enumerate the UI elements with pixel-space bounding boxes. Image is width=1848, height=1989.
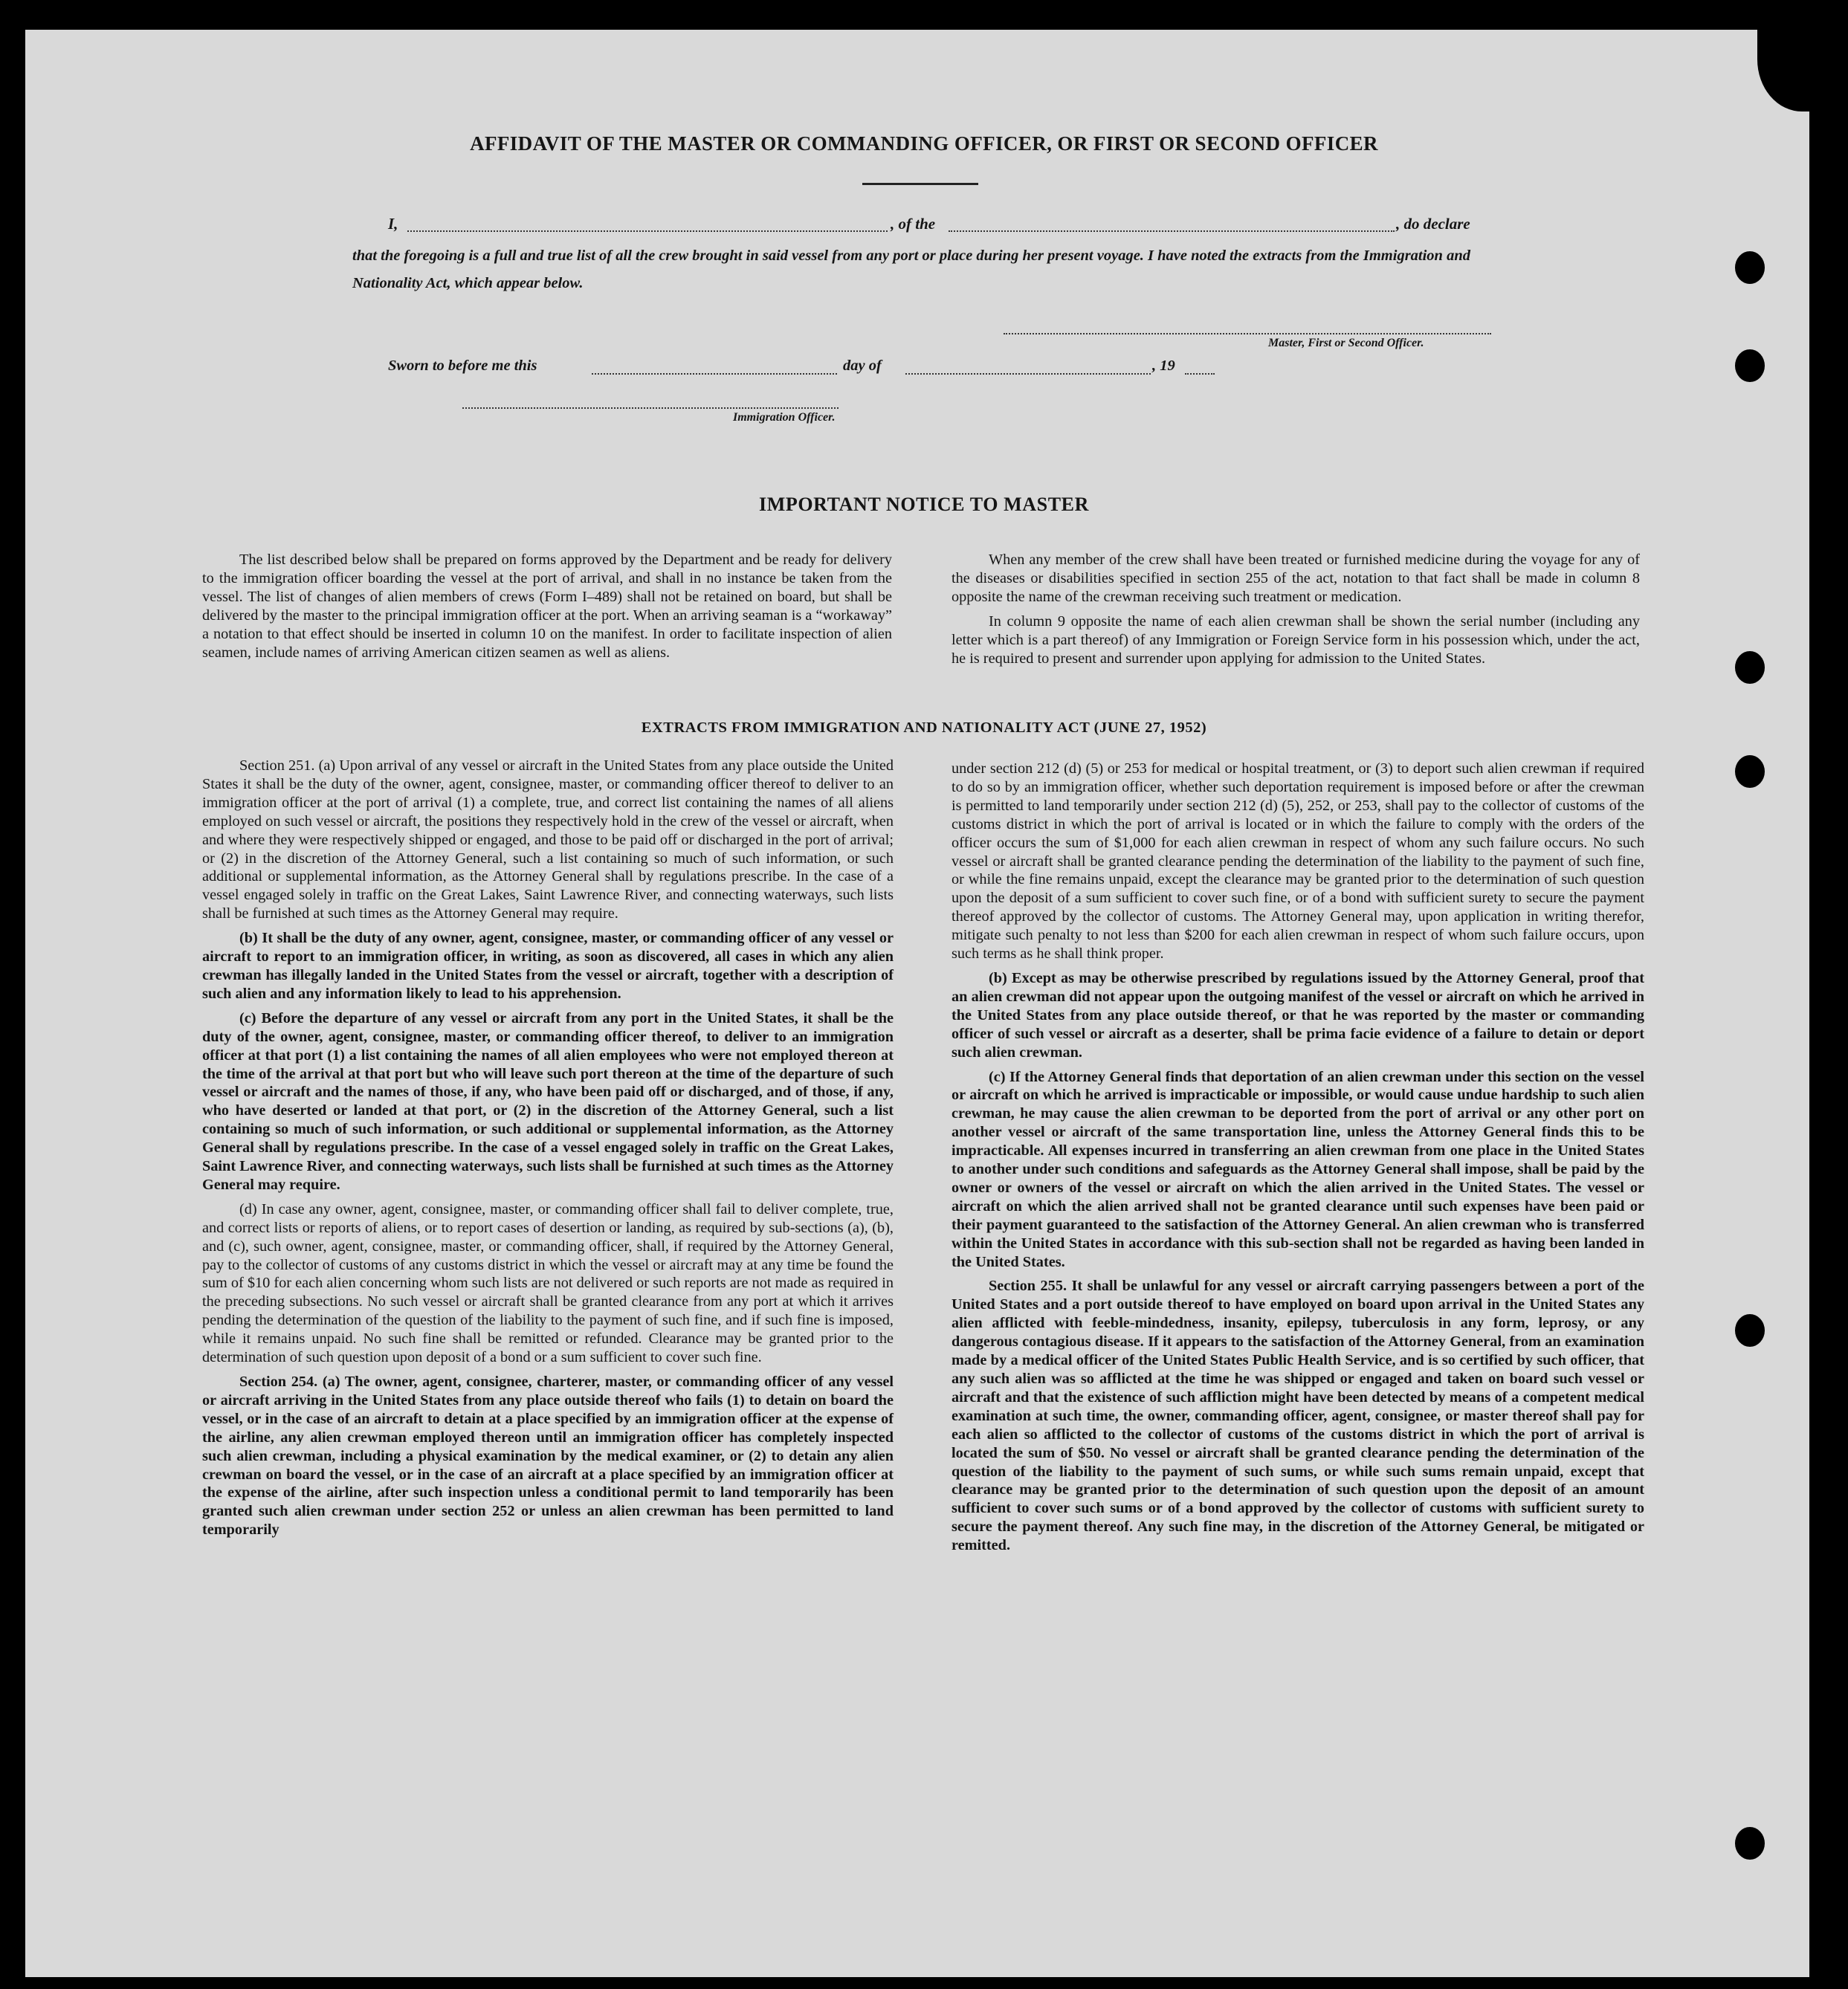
sworn-label: Sworn to before me this xyxy=(388,358,537,374)
officer-signature-field[interactable] xyxy=(462,407,839,409)
section-254c: (c) If the Attorney General finds that deportation of an alien crewman under this section on the vessel or aircraft on which he arrived is impracticable or impossible, or would cause undue hardship to such alien crewman, he may cause the alien crewman to be deported from the port of arrival or any other port on another vessel or aircraft of the same transportation line, unless the Attorney General finds this to be impracticable. All expenses incurred in transferring an alien crewman from one place in the United States to another under such conditions and safeguards as the Attorney General shall impose, shall be paid by the owner or owners of the vessel or aircraft on which the alien arrived in the United States. The vessel or aircraft on which the alien arrived shall not be granted clearance until such expenses have been paid or their payment guaranteed to the satisfaction of the Attorney General. An alien crewman who is transferred within the United States in accordance with this sub-section shall not be regarded as having been landed in the United States. xyxy=(952,1068,1644,1270)
section-254b: (b) Except as may be otherwise prescribed by regulations issued by the Attorney General, proof that an alien crewman did not appear upon the outgoing manifest of the vessel or aircraft on which he arrived in the United States from any place outside thereof, or that he was reported by the master or commanding officer of such vessel or aircraft as a deserter, shall be prima facie evidence of a failure to detain or deport such alien crewman. xyxy=(952,969,1644,1061)
notice-left-column xyxy=(202,551,892,662)
notice-paragraph: In column 9 opposite the name of each alien crewman shall be shown the serial number (including any letter which is a part thereof) of any Immigration or Foreign Service form in his possession which, under the act, he is required to present and surrender upon applying for admission to the United States. xyxy=(952,612,1640,667)
extracts-right-column xyxy=(952,760,1644,1555)
heading-rule xyxy=(862,183,978,185)
vessel-name-field[interactable] xyxy=(949,230,1395,232)
do-declare-label: , do declare xyxy=(1396,215,1470,233)
binder-hole-2 xyxy=(1735,349,1765,382)
sworn-month-field[interactable] xyxy=(905,373,1151,375)
section-255: Section 255. It shall be unlawful for any vessel or aircraft carrying passengers between a port of the United States and a port outside thereof to have employed on board upon arrival in the United States any alien afflicted with feeble-mindedness, insanity, epilepsy, tuberculosis in any form, leprosy, or any dangerous contagious disease. If it appears to the satisfaction of the Attorney General, from an examination made by a medical officer of the United States Public Health Service, and is so certified by such officer, that any such alien was so afflicted at the time he was shipped or engaged and taken on board such vessel or aircraft and that the existence of such affliction might have been detected by means of a competent medical examination at such time, the owner, commanding officer, agent, consignee, or master thereof shall pay for each alien so afflicted to the collector of customs of the customs district in which the port of arrival is located the sum of $50. No vessel or aircraft shall be granted clearance pending the determination of the question of the liability to the payment of such sums, or while such sums remain unpaid, except that clearance may be granted prior to the determination of such question upon the deposit of an amount sufficient to cover such sums or of a bond approved by the collector of customs with sufficient surety to secure the payment thereof. Any such fine may, in the discretion of the Attorney General, be mitigated or remitted. xyxy=(952,1278,1644,1554)
extracts-heading: EXTRACTS FROM IMMIGRATION AND NATIONALITY ACT (JUNE 27, 1952) xyxy=(641,719,1207,736)
sworn-year-field[interactable] xyxy=(1185,373,1215,375)
binder-hole-3 xyxy=(1735,651,1765,684)
notice-heading: IMPORTANT NOTICE TO MASTER xyxy=(758,494,1089,515)
binder-hole-5 xyxy=(1735,1314,1765,1347)
sworn-day-field[interactable] xyxy=(592,373,837,375)
section-251c: (c) Before the departure of any vessel or aircraft from any port in the United States, it shall be the duty of the owner, agent, consignee, master, or commanding officer thereof, to deliver to an immigration officer at that port (1) a list containing the names of all alien employees who were not employed thereon at the time of the arrival at that port but who will leave such port thereon at the time of the departure of such vessel or aircraft and the names of those, if any, who have been paid off or discharged, and of those, if any, who have deserted or landed at that port, or (2) in the discretion of the Attorney General, such a list containing so much of such information, or such additional or supplemental information, as the Attorney General shall by regulations prescribe. In the case of a vessel engaged solely in traffic on the Great Lakes, Saint Lawrence River, and connecting waterways, such lists shall be furnished at such times as the Attorney General may require. xyxy=(202,1009,894,1193)
declarant-name-field[interactable] xyxy=(407,230,888,232)
i-label: I, xyxy=(388,215,398,233)
section-254a: Section 254. (a) The owner, agent, consignee, charterer, master, or commanding officer of any vessel or aircraft arriving in the United States from any place outside thereof who fails (1) to detain on board the vessel, or in the case of an aircraft to detain at a place specified by an immigration officer at the expense of the airline, any alien crewman employed thereon until an immigration officer has completely inspected such alien crewman, including a physical examination by the medical examiner, or (2) to detain any alien crewman on board the vessel, or in the case of an aircraft at a place specified by an immigration officer at the expense of the airline, after such inspection unless a conditional permit to land temporarily has been granted such alien crewman under section 252 or unless an alien crewman has been permitted to land temporarily xyxy=(202,1374,894,1539)
section-254a-continued: under section 212 (d) (5) or 253 for medical or hospital treatment, or (3) to deport such alien crewman if required to do so by an immigration officer, whether such deportation requirement is imposed before or after the crewman is permitted to land temporarily under section 212 (d) (5), 252, or 253, shall pay to the collector of customs of the customs district in which the port of arrival is located or in which the failure to comply with the orders of the officer occurs the sum of $1,000 for each alien crewman in respect of whom any such failure occurs. No such vessel or aircraft shall be granted clearance pending the determination of the liability to the payment of such fine, or while the fine remains unpaid, except the clearance may be granted prior to the determination of such question upon the deposit of a sum sufficient to cover such fine, or of a bond with sufficient surety to secure the payment thereof approved by the collector of customs. The Attorney General may, upon application in writing therefor, mitigate such penalty to not less than $200 for each alien crewman in respect of whom such failure occurs, upon such terms as he shall think proper. xyxy=(952,760,1644,963)
section-251a: Section 251. (a) Upon arrival of any vessel or aircraft in the United States from any place outside the United States it shall be the duty of the owner, agent, consignee, master, or commanding officer thereof to deliver to an immigration officer at the port of arrival (1) a complete, true, and correct list containing the names of all aliens employed on such vessel or aircraft, the positions they respectively hold in the crew of the vessel or aircraft, when and where they were respectively shipped or engaged, and those to be paid off or discharged in the port of arrival; or (2) in the discretion of the Attorney General, such a list containing so much of such information, or such additional or supplemental information, as the Attorney General shall by regulations prescribe. In the case of a vessel engaged solely in traffic on the Great Lakes, Saint Lawrence River, and connecting waterways, such lists shall be furnished at such times as the Attorney General may require. xyxy=(202,757,894,922)
year-prefix-label: , 19 xyxy=(1152,358,1175,374)
day-of-label: day of xyxy=(843,358,882,374)
notice-paragraph: The list described below shall be prepared on forms approved by the Department and be ready for delivery to the immigration officer boarding the vessel at the port of arrival, and shall in no instance be taken from the vessel. The list of changes of alien members of crews (Form I–489) shall not be retained on board, but shall be delivered by the master to the principal immigration officer at the port. When an arriving seaman is a “workaway” a notation to that effect should be inserted in column 10 on the manifest. In order to facilitate inspection of alien seamen, include names of arriving American citizen seamen as well as aliens. xyxy=(202,552,892,661)
binder-hole-6 xyxy=(1735,1827,1765,1860)
officer-caption: Immigration Officer. xyxy=(733,411,836,424)
binder-hole-4 xyxy=(1735,755,1765,788)
extracts-left-column xyxy=(202,757,894,1539)
declaration-text: that the foregoing is a full and true list of all the crew brought in said vessel from any port or place during her present voyage. I have noted the extracts from the Immigration and Nationality Act, which appear below. xyxy=(352,248,1470,291)
of-the-label: , of the xyxy=(891,215,936,233)
master-caption: Master, First or Second Officer. xyxy=(1268,337,1424,349)
notice-right-column xyxy=(952,551,1640,667)
binder-hole-1 xyxy=(1735,251,1765,284)
notice-paragraph: When any member of the crew shall have been treated or furnished medicine during the voyage for any of the diseases or disabilities specified in section 255 of the act, notation to that fact shall be made in column 8 opposite the name of the crewman receiving such treatment or medication. xyxy=(952,552,1640,605)
master-signature-field[interactable] xyxy=(1004,333,1491,334)
section-251d: (d) In case any owner, agent, consignee, master, or commanding officer shall fail to deliver complete, true, and correct lists or reports of aliens, or to report cases of desertion or landing, as required by sub-sections (a), (b), and (c), such owner, agent, consignee, master, or commanding officer, shall, if required by the Attorney General, pay to the collector of customs of any customs district in which the vessel or aircraft may at any time be found the sum of $10 for each alien concerning whom such lists are not delivered or such reports are not made as required in the preceding subsections. No such vessel or aircraft shall be granted clearance from any port at which it arrives pending the determination of the question of the liability to the payment of such fine, and if such fine is imposed, while it remains unpaid. No such fine shall be remitted or refunded. Clearance may be granted prior to the determination of such question upon deposit of a bond or a sum sufficient to cover such fine. xyxy=(202,1200,894,1366)
affidavit-heading: AFFIDAVIT OF THE MASTER OR COMMANDING OFFICER, OR FIRST OR SECOND OFFICER xyxy=(470,132,1378,155)
section-251b: (b) It shall be the duty of any owner, agent, consignee, master, or commanding officer of any vessel or aircraft to report to an immigration officer, in writing, as soon as discovered, all cases in which any alien crewman has illegally landed in the United States from the vessel or aircraft, together with a description of such alien and any information likely to lead to his apprehension. xyxy=(202,930,894,1002)
